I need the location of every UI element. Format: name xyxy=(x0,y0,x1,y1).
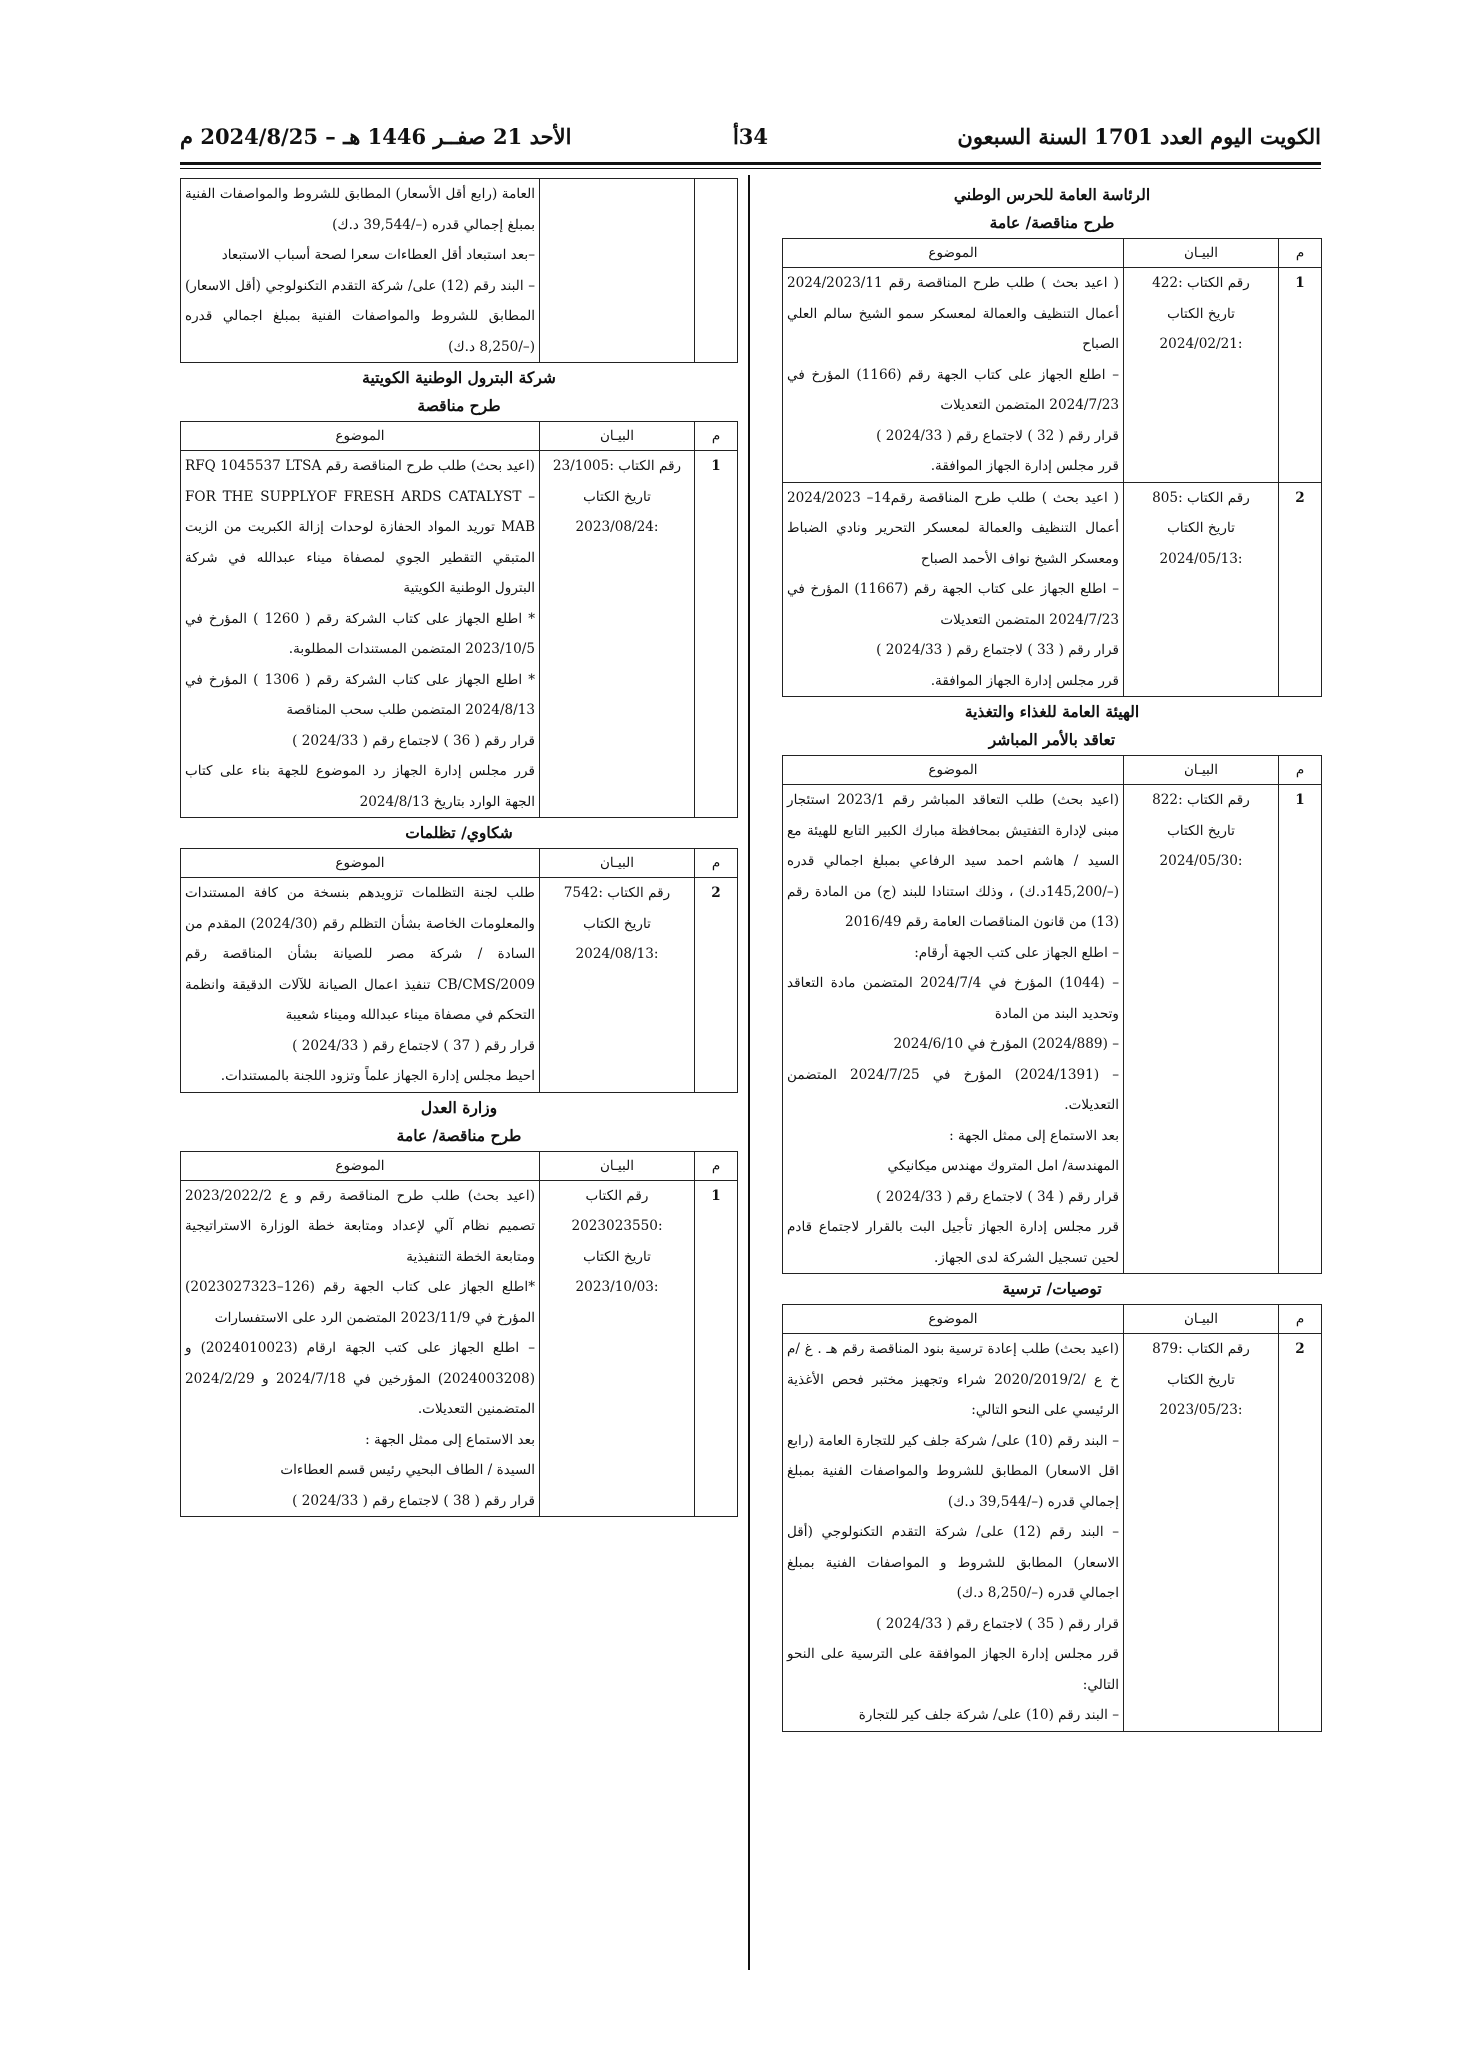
col-header-subject: الموضوع xyxy=(783,1305,1124,1334)
decisions-table xyxy=(180,1151,738,1518)
table-row xyxy=(181,451,738,818)
header-rule-thick xyxy=(180,162,1321,165)
section-subtitle: طرح مناقصة xyxy=(417,396,501,415)
row-number: 1 xyxy=(695,451,738,818)
row-number: 1 xyxy=(1279,785,1322,1274)
section-subtitle: توصيات/ ترسية xyxy=(1002,1279,1102,1298)
col-header-info: البيـان xyxy=(1124,756,1279,785)
section-org: شركة البترول الوطنية الكويتية xyxy=(362,368,556,387)
page-header xyxy=(180,118,1321,158)
col-header-subject: الموضوع xyxy=(783,756,1124,785)
table-header-row xyxy=(181,849,738,878)
row-info: رقم الكتاب :879 تاريخ الكتاب :2023/05/23 xyxy=(1124,1334,1279,1732)
section-org: الهيئة العامة للغذاء والتغذية xyxy=(964,702,1140,721)
col-header-info: البيـان xyxy=(540,1151,695,1180)
col-header-num: م xyxy=(695,422,738,451)
col-header-subject: الموضوع xyxy=(181,849,540,878)
row-subject: طلب لجنة التظلمات تزويدهم بنسخة من كافة المستندات والمعلومات الخاصة بشأن التظلم رقم (2024/30) المقدم من السادة / شركة مصر للصيانة بشأن المناقصة رقم CB/CMS/2009 تنفيذ اعمال الصيانة للآلات الدقيقة وانظمة التحكم في مصفاة ميناء عبدالله وميناء شعيبة قرار رقم ( 37 ) لاجتماع رقم ( 2024/33 ) احيط مجلس إدارة الجهاز علماً وتزود اللجنة بالمستندات. xyxy=(181,878,540,1093)
section-subtitle: طرح مناقصة/ عامة xyxy=(989,213,1115,232)
row-subject: (اعيد بحث) طلب طرح المناقصة رقم RFQ 1045537 LTSA FOR THE SUPPLYOF FRESH ARDS CATALYST – MAB توريد المواد الحفازة لوحدات إزالة الكبريت من الزيت المتبقي التقطير الجوي لمصفاة ميناء عبدالله في شركة البترول الوطنية الكويتية * اطلع الجهاز على كتاب الشركة رقم ( 1260 ) المؤرخ في 2023/10/5 المتضمن المستندات المطلوبة. * اطلع الجهاز على كتاب الشركة رقم ( 1306 ) المؤرخ في 2024/8/13 المتضمن طلب سحب المناقصة قرار رقم ( 36 ) لاجتماع رقم ( 2024/33 ) قرر مجلس إدارة الجهاز رد الموضوع للجهة بناء على كتاب الجهة الوارد بتاريخ 2024/8/13 xyxy=(181,451,540,818)
col-header-num: م xyxy=(1279,239,1322,268)
col-header-info: البيـان xyxy=(540,422,695,451)
section-subtitle: تعاقد بالأمر المباشر xyxy=(988,730,1116,749)
table-row xyxy=(783,482,1322,697)
decisions-table xyxy=(782,755,1322,1274)
decisions-table xyxy=(180,421,738,818)
table-header-row xyxy=(783,1305,1322,1334)
column-divider xyxy=(748,175,750,1970)
table-header-row xyxy=(181,422,738,451)
row-info: رقم الكتاب :2023023550 تاريخ الكتاب :2023/10/03 xyxy=(540,1180,695,1517)
row-number: 2 xyxy=(695,878,738,1093)
header-rule-thin xyxy=(180,168,1321,169)
table-header-row xyxy=(783,756,1322,785)
row-subject: العامة (رابع أقل الأسعار) المطابق للشروط والمواصفات الفنية بمبلغ إجمالي قدره (–/39,544 د.ك) –بعد استبعاد أقل العطاءات سعرا لصحة أسباب الاستبعاد – البند رقم (12) على/ شركة التقدم التكنولوجي (أقل الاسعار) المطابق للشروط والمواصفات الفنية بمبلغ اجمالي قدره (–/8,250 د.ك) xyxy=(181,179,540,363)
col-header-num: م xyxy=(695,849,738,878)
row-number xyxy=(695,179,738,363)
row-info xyxy=(540,179,695,363)
table-row xyxy=(181,1180,738,1517)
table-row xyxy=(181,878,738,1093)
row-info: رقم الكتاب :805 تاريخ الكتاب :2024/05/13 xyxy=(1124,482,1279,697)
table-header-row xyxy=(181,1151,738,1180)
section-org: وزارة العدل xyxy=(420,1097,498,1117)
col-header-info: البيـان xyxy=(1124,239,1279,268)
issue-info: الكويت اليوم العدد 1701 السنة السبعون xyxy=(957,124,1321,149)
section-subtitle: شكاوي/ تظلمات xyxy=(405,823,513,842)
row-number: 2 xyxy=(1279,482,1322,697)
issue-date: الأحد 21 صفــر 1446 هـ – 2024/8/25 م xyxy=(180,124,572,149)
right-column xyxy=(782,180,1322,1732)
row-number: 2 xyxy=(1279,1334,1322,1732)
section-org: الرئاسة العامة للحرس الوطني xyxy=(953,185,1151,204)
row-info: رقم الكتاب :422 تاريخ الكتاب :2024/02/21 xyxy=(1124,268,1279,483)
col-header-info: البيـان xyxy=(540,849,695,878)
row-info: رقم الكتاب :822 تاريخ الكتاب :2024/05/30 xyxy=(1124,785,1279,1274)
table-header-row xyxy=(783,239,1322,268)
left-column xyxy=(180,178,738,1517)
col-header-num: م xyxy=(1279,1305,1322,1334)
col-header-subject: الموضوع xyxy=(181,422,540,451)
page-number: 34أ xyxy=(732,124,769,149)
row-subject: (اعيد بحث) طلب إعادة ترسية بنود المناقصة رقم هـ . غ /م خ ع /2020/2019/2 شراء وتجهيز مختبر فحص الأغذية الرئيسي على النحو التالي: – البند رقم (10) على/ شركة جلف كير للتجارة العامة (رابع اقل الاسعار) المطابق للشروط والمواصفات الفنية بمبلغ إجمالي قدره (–/39,544 د.ك) – البند رقم (12) على/ شركة التقدم التكنولوجي (أقل الاسعار) المطابق للشروط و المواصفات الفنية بمبلغ اجمالي قدره (–/8,250 د.ك) قرار رقم ( 35 ) لاجتماع رقم ( 2024/33 ) قرر مجلس إدارة الجهاز الموافقة على الترسية على النحو التالي: – البند رقم (10) على/ شركة جلف كير للتجارة xyxy=(783,1334,1124,1732)
row-subject: ( اعيد بحث ) طلب طرح المناقصة رقم 2024/2023/11 أعمال التنظيف والعمالة لمعسكر سمو الشيخ سالم العلي الصباح – اطلع الجهاز على كتاب الجهة رقم (1166) المؤرخ في 2024/7/23 المتضمن التعديلات قرار رقم ( 32 ) لاجتماع رقم ( 2024/33 ) قرر مجلس إدارة الجهاز الموافقة. xyxy=(783,268,1124,483)
table-row xyxy=(783,1334,1322,1732)
col-header-subject: الموضوع xyxy=(181,1151,540,1180)
table-row xyxy=(783,785,1322,1274)
section-subtitle: طرح مناقصة/ عامة xyxy=(396,1125,522,1145)
row-subject: (اعيد بحث) طلب التعاقد المباشر رقم 2023/1 استئجار مبنى لإدارة التفتيش بمحافظة مبارك الكبير التابع للهيئة مع السيد / هاشم احمد سيد الرفاعي بمبلغ اجمالي قدره (–/145,200د.ك) ، وذلك استنادا للبند (ج) من المادة رقم (13) من قانون المناقصات العامة رقم 2016/49 – اطلع الجهاز على كتب الجهة أرقام: – (1044) المؤرخ في 2024/7/4 المتضمن مادة التعاقد وتحديد البند من المادة – (2024/889) المؤرخ في 2024/6/10 – (2024/1391) المؤرخ في 2024/7/25 المتضمن التعديلات. بعد الاستماع إلى ممثل الجهة : المهندسة/ امل المتروك مهندس ميكانيكي قرار رقم ( 34 ) لاجتماع رقم ( 2024/33 ) قرر مجلس إدارة الجهاز تأجيل البت بالقرار لاجتماع قادم لحين تسجيل الشركة لدى الجهاز. xyxy=(783,785,1124,1274)
table-row xyxy=(783,268,1322,483)
row-number: 1 xyxy=(695,1180,738,1517)
col-header-subject: الموضوع xyxy=(783,239,1124,268)
continuation-table xyxy=(180,178,738,363)
row-number: 1 xyxy=(1279,268,1322,483)
row-subject: (اعيد بحث) طلب طرح المناقصة رقم و ع 2023/2022/2 تصميم نظام آلي لإعداد ومتابعة خطة الوزارة الاستراتيجية ومتابعة الخطة التنفيذية *اطلع الجهاز على كتاب الجهة رقم (126–2023027323) المؤرخ في 2023/11/9 المتضمن الرد على الاستفسارات – اطلع الجهاز على كتب الجهة ارقام (2024010023) و (2024003208) المؤرخين في 2024/7/18 و 2024/2/29 المتضمنين التعديلات. بعد الاستماع إلى ممثل الجهة : السيدة / الطاف البحيي رئيس قسم العطاءات قرار رقم ( 38 ) لاجتماع رقم ( 2024/33 ) xyxy=(181,1180,540,1517)
decisions-table xyxy=(782,238,1322,697)
col-header-info: البيـان xyxy=(1124,1305,1279,1334)
decisions-table xyxy=(782,1304,1322,1732)
col-header-num: م xyxy=(695,1151,738,1180)
row-info: رقم الكتاب :7542 تاريخ الكتاب :2024/08/13 xyxy=(540,878,695,1093)
row-info: رقم الكتاب :23/1005 تاريخ الكتاب :2023/08/24 xyxy=(540,451,695,818)
decisions-table xyxy=(180,848,738,1093)
row-subject: ( اعيد بحث ) طلب طرح المناقصة رقم14– 2024/2023 أعمال التنظيف والعمالة لمعسكر التحرير ونادي الضباط ومعسكر الشيخ نواف الأحمد الصباح – اطلع الجهاز على كتاب الجهة رقم (11667) المؤرخ في 2024/7/23 المتضمن التعديلات قرار رقم ( 33 ) لاجتماع رقم ( 2024/33 ) قرر مجلس إدارة الجهاز الموافقة. xyxy=(783,482,1124,697)
col-header-num: م xyxy=(1279,756,1322,785)
table-row xyxy=(181,179,738,363)
